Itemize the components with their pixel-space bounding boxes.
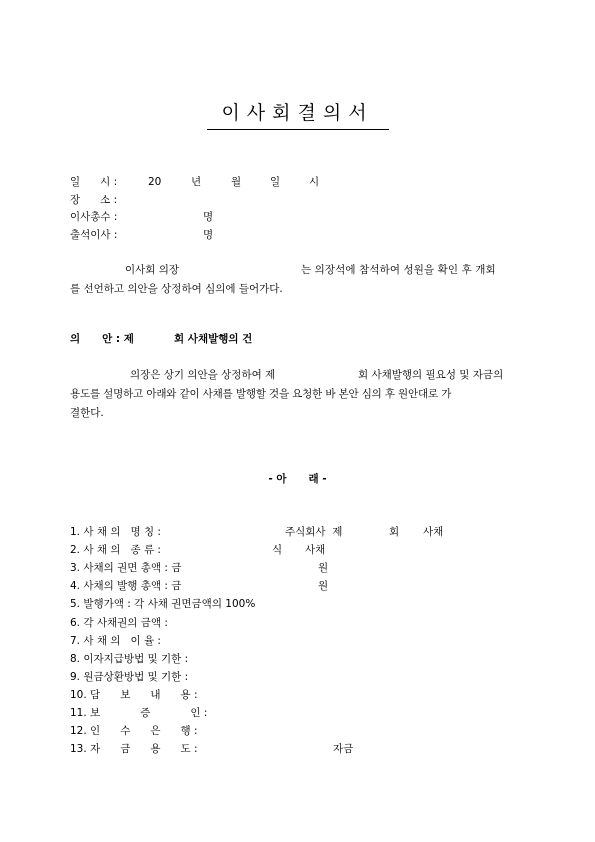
item-label: 13. 자 금 용 도 : xyxy=(70,743,198,755)
body-line1-a: 의장은 상기 의안을 상정하여 제 xyxy=(130,369,276,381)
body-line3: 결한다. xyxy=(70,407,104,419)
body-line2: 용도를 설명하고 아래와 같이 사채를 발행할 것을 요청한 바 본안 심의 후 원안대로 가 xyxy=(70,388,452,400)
agenda-label: 의 안 : 제 xyxy=(70,333,134,345)
item-label: 12. 인 수 은 행 : xyxy=(70,725,198,737)
document-title: 이사회결의서 xyxy=(221,102,374,124)
item-label: 6. 각 사채권의 금액 : xyxy=(70,617,168,629)
item-label: 8. 이자지급방법 및 기한 : xyxy=(70,653,189,665)
item-label: 11. 보 증 인 : xyxy=(70,707,208,719)
date-month-unit: 월 xyxy=(231,176,242,188)
date-day-unit: 일 xyxy=(270,176,281,188)
item-value: 식 xyxy=(272,544,283,556)
item-value: 사채 xyxy=(305,544,326,556)
total-directors-label: 이사총수 : xyxy=(70,211,118,223)
date-label: 일 시 : xyxy=(70,176,118,188)
present-directors-label: 출석이사 : xyxy=(70,229,118,241)
item-label: 9. 원금상환방법 및 기한 : xyxy=(70,671,189,683)
opening-line2: 를 선언하고 의안을 상정하여 심의에 들어가다. xyxy=(70,283,283,295)
item-label: 1. 사 채 의 명 칭 : xyxy=(70,526,161,538)
opening-line1-a: 이사회 의장 xyxy=(125,264,180,276)
below-heading: - 아 래 - xyxy=(268,473,327,485)
body-line1-b: 회 사채발행의 필요성 및 자금의 xyxy=(358,369,504,381)
item-value: 주식회사 제 xyxy=(285,526,343,538)
total-directors-unit: 명 xyxy=(203,211,214,223)
item-label: 2. 사 채 의 종 류 : xyxy=(70,544,161,556)
title-underline xyxy=(207,129,389,130)
date-year-unit: 년 xyxy=(191,176,202,188)
place-label: 장 소 : xyxy=(70,194,118,206)
item-label: 4. 사채의 발행 총액 : 금 xyxy=(70,580,182,592)
item-value: 자금 xyxy=(333,743,354,755)
item-label: 5. 발행가액 : 각 사채 권면금액의 100% xyxy=(70,598,256,610)
item-value: 원 xyxy=(318,562,329,574)
date-year: 20 xyxy=(148,176,162,188)
item-value: 원 xyxy=(318,580,329,592)
item-value: 사채 xyxy=(423,526,444,538)
item-label: 3. 사채의 권면 총액 : 금 xyxy=(70,562,182,574)
opening-line1-b: 는 의장석에 참석하여 성원을 확인 후 개회 xyxy=(301,264,496,276)
agenda-title: 회 사채발행의 건 xyxy=(174,333,253,345)
present-directors-unit: 명 xyxy=(203,229,214,241)
item-label: 10. 담 보 내 용 : xyxy=(70,689,198,701)
item-label: 7. 사 채 의 이 율 : xyxy=(70,635,161,647)
item-value: 회 xyxy=(389,526,400,538)
date-time-unit: 시 xyxy=(309,176,320,188)
